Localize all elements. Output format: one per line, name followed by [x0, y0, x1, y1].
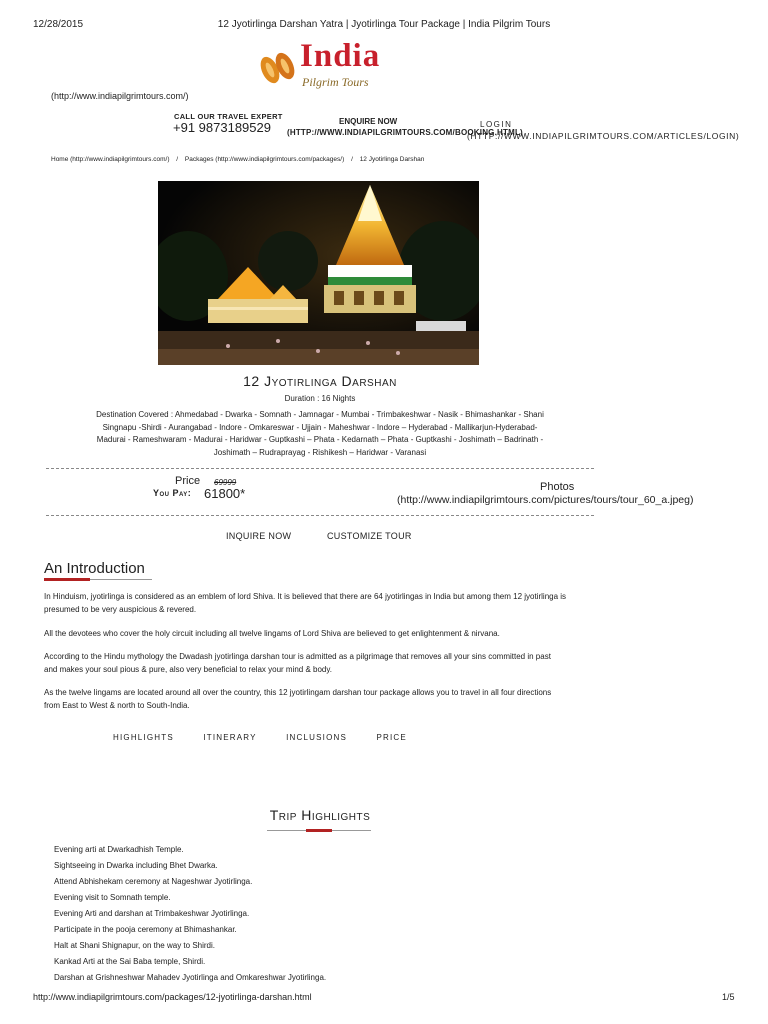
site-logo[interactable]	[256, 38, 386, 94]
heading-accent	[306, 829, 332, 832]
list-item: Evening visit to Somnath temple.	[54, 893, 171, 902]
tour-title: 12 Jyotirlinga Darshan	[243, 373, 397, 389]
list-item: Participate in the pooja ceremony at Bhimashankar.	[54, 925, 237, 934]
paragraph-line: presumed to be very auspicious & revered.	[44, 605, 197, 614]
customize-tour-button[interactable]: CUSTOMIZE TOUR	[327, 531, 412, 541]
divider	[46, 468, 594, 469]
paragraph-line: In Hinduism, jyotirlinga is considered as an emblem of lord Shiva. It is believed that there are 64 jyotirlingas in India but among them 12 jyotirlinga is	[44, 592, 567, 601]
introduction-heading: An Introduction	[44, 560, 145, 577]
price-label: Price	[175, 475, 201, 487]
list-item: Evening arti at Dwarkadhish Temple.	[54, 845, 184, 854]
phone-number[interactable]: +91 9873189529	[173, 120, 271, 135]
photos-url[interactable]: (http://www.indiapilgrimtours.com/pictures/tours/tour_60_a.jpeg)	[397, 494, 694, 506]
destinations-line: Singnapu -Shirdi - Aurangabad - Indore - Omkareswar - Ujjain - Maheshwar - Indore – Hyderabad - Mallikarjun-Hyderabad-	[102, 422, 538, 432]
list-item: Darshan at Grishneshwar Mahadev Jyotirlinga and Omkareshwar Jyotirlinga.	[54, 973, 327, 982]
breadcrumb-home[interactable]: Home (http://www.indiapilgrimtours.com/)	[51, 156, 170, 163]
login-url[interactable]: (HTTP://WWW.INDIAPILGRIMTOURS.COM/ARTICLES/LOGIN)	[467, 131, 740, 141]
breadcrumb-current: 12 Jyotirlinga Darshan	[359, 156, 425, 163]
destinations-covered	[46, 409, 594, 459]
login-link[interactable]: LOGIN	[480, 120, 513, 129]
paragraph-line: All the devotees who cover the holy circuit including all twelve lingams of Lord Shiva are believed to get enlightenment & nirvana.	[44, 629, 500, 638]
tab-inclusions[interactable]: INCLUSIONS	[286, 733, 348, 742]
tab-price[interactable]: PRICE	[376, 733, 407, 742]
intro-paragraph	[44, 590, 596, 616]
list-item: Halt at Shani Shignapur, on the way to Shirdi.	[54, 941, 215, 950]
print-footer-url: http://www.indiapilgrimtours.com/packages/12-jyotirlinga-darshan.html	[33, 992, 312, 1002]
print-date: 12/28/2015	[33, 19, 84, 30]
destinations-line: Destination Covered : Ahmedabad - Dwarka - Somnath - Jamnagar - Mumbai - Trimbakeshwar - Nasik - Bhimashankar - Shani	[96, 410, 544, 419]
photos-link[interactable]: Photos	[540, 481, 575, 493]
inquire-now-button[interactable]: INQUIRE NOW	[226, 531, 292, 541]
list-item: Attend Abhishekam ceremony at Nageshwar Jyotirlinga.	[54, 877, 253, 886]
enquire-url[interactable]: (HTTP://WWW.INDIAPILGRIMTOURS.COM/BOOKING.HTML)	[287, 128, 523, 137]
print-page-number: 1/5	[722, 992, 735, 1002]
tab-highlights[interactable]: HIGHLIGHTS	[113, 733, 174, 742]
enquire-now-link[interactable]: ENQUIRE NOW	[339, 117, 398, 126]
breadcrumb	[51, 156, 429, 163]
list-item: Kankad Arti at the Sai Baba temple, Shirdi.	[54, 957, 206, 966]
paragraph-line: and makes your soul pious & pure, also very beneficial to relax your mind & body.	[44, 665, 332, 674]
destinations-line: Joshimath – Rudraprayag - Rishikesh – Haridwar - Varanasi	[213, 447, 427, 457]
paragraph-line: As the twelve lingams are located around all over the country, this 12 jyotirlingam darshan tour package allows you to travel in all four directions	[44, 688, 552, 697]
intro-paragraph	[44, 627, 596, 640]
list-item: Evening Arti and darshan at Trimbakeshwar Jyotirlinga.	[54, 909, 250, 918]
logo-wordmark: India	[300, 38, 381, 74]
intro-paragraph	[44, 686, 596, 712]
list-item: Sightseeing in Dwarka including Bhet Dwarka.	[54, 861, 218, 870]
tour-duration: Duration : 16 Nights	[284, 394, 356, 403]
print-page-title: 12 Jyotirlinga Darshan Yatra | Jyotirlinga Tour Package | India Pilgrim Tours	[217, 19, 551, 30]
section-tabs	[113, 733, 433, 742]
call-expert-label: CALL OUR TRAVEL EXPERT	[174, 112, 283, 121]
home-link[interactable]: (http://www.indiapilgrimtours.com/)	[51, 91, 189, 101]
original-price: 69999	[214, 478, 237, 487]
breadcrumb-packages[interactable]: Packages (http://www.indiapilgrimtours.com/packages/)	[184, 156, 345, 163]
you-pay-label: You Pay:	[153, 488, 192, 498]
paragraph-line: from East to West & north to South-India.	[44, 701, 190, 710]
breadcrumb-separator: /	[351, 156, 353, 163]
logo-tagline: Pilgrim Tours	[302, 75, 369, 89]
footprints-icon	[256, 48, 302, 88]
discounted-price: 61800*	[204, 486, 246, 501]
tab-itinerary[interactable]: ITINERARY	[203, 733, 257, 742]
divider	[46, 515, 594, 516]
destinations-line: Madurai - Rameshwaram - Madurai - Haridwar - Guptkashi – Phata - Kedarnath – Phata - Guptkashi - Joshimath – Badrinath -	[96, 435, 544, 444]
trip-highlights-heading: Trip Highlights	[269, 807, 371, 823]
paragraph-line: According to the Hindu mythology the Dwadash jyotirlinga darshan tour is admitted as a pilgrimage that removes all your sins committed in past	[44, 652, 551, 661]
breadcrumb-separator: /	[176, 156, 179, 163]
highlights-list	[54, 842, 326, 986]
intro-paragraph	[44, 650, 596, 676]
heading-accent	[44, 578, 90, 581]
tour-photo	[158, 181, 479, 365]
